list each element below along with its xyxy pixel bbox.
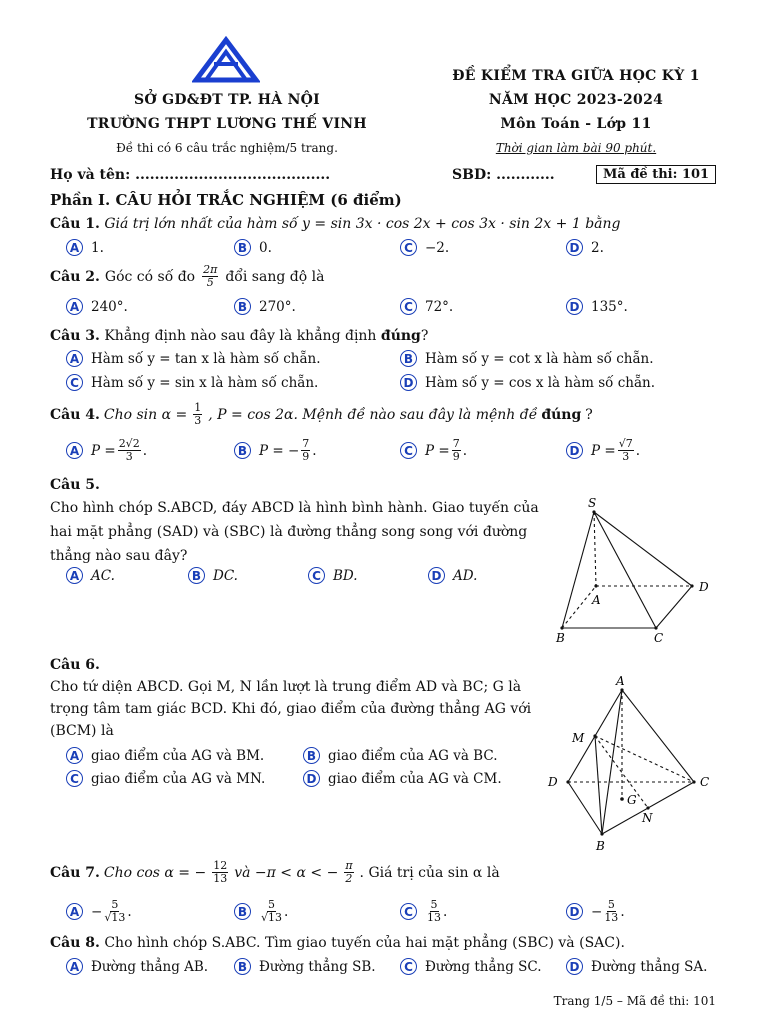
option-text: Hàm số y = cos x là hàm số chẵn. <box>425 374 655 391</box>
option-bubble: C <box>400 239 417 256</box>
option-text: 1. <box>91 239 104 256</box>
option-bubble: D <box>400 374 417 391</box>
fraction: $\frac{5}{√13}$ <box>261 898 283 924</box>
option-bubble: D <box>566 958 583 975</box>
q7-option-c[interactable]: C $\frac{5}{13}$ . <box>400 899 447 924</box>
option-bubble: D <box>428 567 445 584</box>
option-text: 135°. <box>591 298 628 315</box>
fraction: $\frac{√7}{3}$ <box>618 437 633 463</box>
question-4: Câu 4. Cho sin α = $\frac{1}{3}$ , P = cos 2α. Mệnh đề nào sau đây là mệnh đề đúng ? <box>50 401 593 427</box>
fraction: $\frac{2√2}{3}$ <box>118 437 140 463</box>
school-name: TRƯỜNG THPT LƯƠNG THẾ VINH <box>87 116 367 132</box>
q7-option-d[interactable]: D − $\frac{5}{13}$ . <box>566 899 625 924</box>
option-bubble: A <box>66 350 83 367</box>
option-bubble: B <box>234 903 251 920</box>
option-text: Đường thẳng SC. <box>425 958 542 975</box>
question-text: đổi sang độ là <box>225 268 325 285</box>
q6-option-a[interactable] <box>66 747 264 764</box>
question-6-text: Cho tứ diện ABCD. Gọi M, N lần lượt là trung điểm AD và BC; G là trọng tâm tam giác BCD. Khi đó, giao điểm của đường thẳng AG với (BCM) là <box>50 679 532 739</box>
q6-option-c[interactable] <box>66 770 265 787</box>
fraction: $\frac{5}{13}$ <box>604 898 619 924</box>
fraction: $\frac{1}{3}$ <box>194 401 202 427</box>
option-bubble: B <box>303 747 320 764</box>
option-text: 2. <box>591 239 604 256</box>
option-bubble: C <box>400 442 417 459</box>
q3-option-a[interactable] <box>66 350 321 367</box>
option-text: 240°. <box>91 298 128 315</box>
label-S: S <box>588 496 597 510</box>
question-8 <box>50 932 625 954</box>
dept-name: SỞ GD&ĐT TP. HÀ NỘI <box>133 92 321 108</box>
option-text: Hàm số y = tan x là hàm số chẵn. <box>91 350 321 367</box>
question-text: Khẳng định nào sau đây là khẳng định <box>104 328 377 344</box>
q7-option-a[interactable]: A − $\frac{5}{√13}$ . <box>66 899 132 924</box>
q1-option-a[interactable] <box>66 239 104 256</box>
tetrahedron-diagram <box>540 672 720 856</box>
q8-option-a[interactable] <box>66 958 208 975</box>
school-year: NĂM HỌC 2023-2024 <box>488 92 664 108</box>
option-text: 0. <box>259 239 272 256</box>
q1-option-c[interactable] <box>400 239 449 256</box>
q2-option-d[interactable] <box>566 298 628 315</box>
label-A: A <box>616 674 625 688</box>
q7-option-b[interactable]: B $\frac{5}{√13}$ . <box>234 899 288 924</box>
option-text: giao điểm của AG và BM. <box>91 747 265 764</box>
option-bubble: C <box>400 958 417 975</box>
option-bubble: A <box>66 567 83 584</box>
question-1 <box>50 213 620 235</box>
q2-option-a[interactable] <box>66 298 128 315</box>
page-footer: Trang 1/5 – Mã đề thi: 101 <box>553 994 716 1008</box>
question-text: Giá trị lớn nhất của hàm số y = sin 3x · cos 2x + cos 3x · sin 2x + 1 bằng <box>104 216 621 232</box>
option-text: 72°. <box>425 298 454 315</box>
option-bubble: B <box>234 239 251 256</box>
q4-option-a[interactable]: A P = $\frac{2√2}{3}$ . <box>66 438 147 463</box>
q3-option-d[interactable] <box>400 374 655 391</box>
option-bubble: D <box>566 239 583 256</box>
question-number: Câu 1. <box>50 216 100 232</box>
option-bubble: C <box>308 567 325 584</box>
question-number: Câu 8. <box>50 935 100 951</box>
option-bubble: B <box>234 958 251 975</box>
part-title: Phần I. CÂU HỎI TRẮC NGHIỆM (6 điểm) <box>50 191 402 209</box>
option-bubble: A <box>66 958 83 975</box>
subject: Môn Toán - Lớp 11 <box>500 116 652 132</box>
label-B: B <box>596 839 605 853</box>
option-text: Đường thẳng SA. <box>591 958 708 975</box>
fraction: $\frac{5}{13}$ <box>427 898 441 924</box>
q1-option-d[interactable] <box>566 239 604 256</box>
question-emphasis: đúng <box>541 406 582 423</box>
option-text: AD. <box>453 567 478 584</box>
option-text: BD. <box>333 567 358 584</box>
question-text: , P = cos 2α. Mệnh đề nào sau đây là mệnh đề <box>208 406 538 423</box>
option-text: AC. <box>91 567 115 584</box>
label-N: N <box>642 811 653 825</box>
option-bubble: B <box>188 567 205 584</box>
question-number: Câu 3. <box>50 328 100 344</box>
question-5-text: Cho hình chóp S.ABCD, đáy ABCD là hình bình hành. Giao tuyến của hai mặt phẳng (SAD) và (SBC) là đường thẳng song song với đường thẳng nào sau đây? <box>50 500 539 564</box>
option-text: Đường thẳng SB. <box>259 958 376 975</box>
fraction: $\frac{12}{13}$ <box>213 859 228 885</box>
option-bubble: D <box>566 442 583 459</box>
question-text: Cho cos α = − <box>103 864 207 881</box>
option-bubble: A <box>66 747 83 764</box>
pyramid-diagram <box>548 494 718 646</box>
sbd-field: SBD: ............ <box>452 167 555 183</box>
q4-option-c[interactable]: C P = $\frac{7}{9}$ . <box>400 438 467 463</box>
option-bubble: A <box>66 903 83 920</box>
option-bubble: C <box>400 298 417 315</box>
q3-option-b[interactable] <box>400 350 654 367</box>
question-2 <box>50 264 324 289</box>
q1-option-b[interactable] <box>234 239 272 256</box>
q5-option-c[interactable] <box>308 567 358 584</box>
question-7 <box>50 860 500 885</box>
time-limit: Thời gian làm bài 90 phút. <box>495 141 657 155</box>
exam-code-box: Mã đề thi: 101 <box>596 165 716 184</box>
q6-option-b[interactable] <box>303 747 497 764</box>
question-number: Câu 7. <box>50 864 100 881</box>
label-M: M <box>572 731 585 745</box>
fraction: $\frac{7}{9}$ <box>302 437 310 463</box>
option-bubble: A <box>66 239 83 256</box>
option-bubble: D <box>303 770 320 787</box>
q2-option-b[interactable] <box>234 298 296 315</box>
question-number: Câu 4. <box>50 406 100 423</box>
q2-option-c[interactable] <box>400 298 453 315</box>
question-3: Câu 3. Khẳng định nào sau đây là khẳng định đúng? <box>50 328 429 344</box>
q8-option-b[interactable] <box>234 958 376 975</box>
question-text: Góc có số đo <box>104 268 196 285</box>
question-text: . Giá trị của sin α là <box>359 864 500 881</box>
option-text: DC. <box>213 567 238 584</box>
label-G: G <box>627 793 637 807</box>
question-text: và −π < α < − <box>234 864 339 881</box>
option-text: Đường thẳng AB. <box>91 958 209 975</box>
fraction: $\frac{7}{9}$ <box>452 437 460 463</box>
label-D: D <box>548 775 558 789</box>
q6-option-d[interactable] <box>303 770 502 787</box>
option-text: Hàm số y = cot x là hàm số chẵn. <box>425 350 654 367</box>
fraction: $\frac{2\pi}{5}$ <box>203 263 218 289</box>
q3-option-c[interactable] <box>66 374 318 391</box>
option-bubble: C <box>66 374 83 391</box>
option-bubble: D <box>566 903 583 920</box>
page-count-note: Đề thi có 6 câu trắc nghiệm/5 trang. <box>116 141 338 155</box>
option-text: −2. <box>425 239 450 256</box>
fraction: $\frac{\pi}{2}$ <box>345 859 353 885</box>
q4-option-d[interactable]: D P = $\frac{√7}{3}$ . <box>566 438 640 463</box>
label-C: C <box>654 631 664 645</box>
label-B: B <box>556 631 565 645</box>
option-text: giao điểm của AG và CM. <box>328 770 502 787</box>
school-logo-icon <box>192 36 260 84</box>
option-bubble: B <box>234 298 251 315</box>
option-text: Hàm số y = sin x là hàm số chẵn. <box>91 374 319 391</box>
q4-option-b[interactable]: B P = − $\frac{7}{9}$ . <box>234 438 317 463</box>
q5-option-b[interactable] <box>188 567 238 584</box>
fraction: $\frac{5}{√13}$ <box>104 898 126 924</box>
option-bubble: B <box>234 442 251 459</box>
q5-option-d[interactable] <box>428 567 477 584</box>
q8-option-c[interactable] <box>400 958 542 975</box>
question-text: Cho hình chóp S.ABC. Tìm giao tuyến của hai mặt phẳng (SBC) và (SAC). <box>104 935 625 951</box>
name-field: Họ và tên: ........................................ <box>50 167 331 183</box>
option-bubble: C <box>66 770 83 787</box>
question-number: Câu 6. <box>50 657 100 673</box>
question-text: Cho sin α = <box>103 406 188 423</box>
label-A: A <box>592 593 601 607</box>
label-C: C <box>700 775 710 789</box>
question-number: Câu 5. <box>50 477 100 493</box>
question-emphasis: đúng <box>380 328 421 344</box>
question-number: Câu 2. <box>50 268 100 285</box>
option-bubble: C <box>400 903 417 920</box>
option-bubble: A <box>66 442 83 459</box>
q8-option-d[interactable] <box>566 958 707 975</box>
option-bubble: A <box>66 298 83 315</box>
label-D: D <box>699 580 709 594</box>
option-bubble: B <box>400 350 417 367</box>
exam-title: ĐỀ KIỂM TRA GIỮA HỌC KỲ 1 <box>452 68 700 84</box>
option-text: giao điểm của AG và MN. <box>91 770 266 787</box>
option-text: 270°. <box>259 298 296 315</box>
option-bubble: D <box>566 298 583 315</box>
q5-option-a[interactable] <box>66 567 115 584</box>
option-text: giao điểm của AG và BC. <box>328 747 498 764</box>
